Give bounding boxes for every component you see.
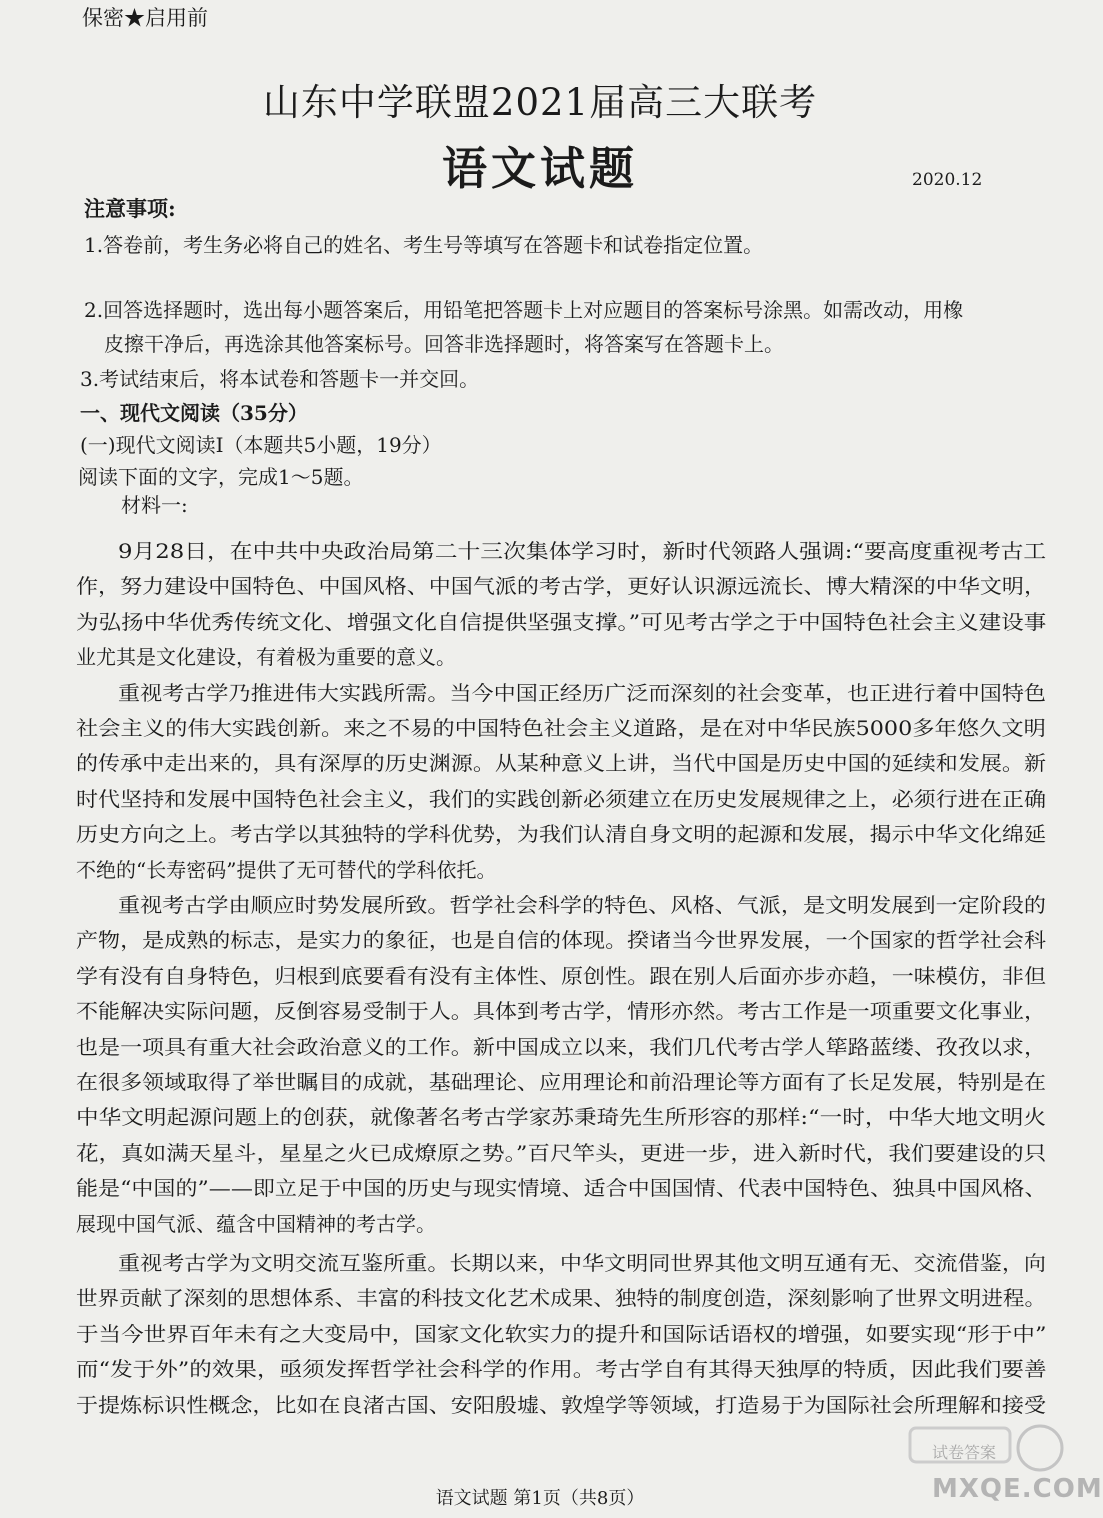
section-subtitle: (一)现代文阅读Ⅰ（本题共5小题，19分） [80,433,442,457]
passage-line: 能是“中国的”——即立足于中国的历史与现实情境、适合中国国情、代表中国特色、独具中国风格、 [76,1176,1047,1200]
page-footer: 语文试题 第1页（共8页） [435,1488,645,1509]
passage-line: 作，努力建设中国特色、中国风格、中国气派的考古学，更好认识源远流长、博大精深的中华文明， [76,574,1047,598]
section-title: 一、现代文阅读（35分） [80,401,308,425]
material-label: 材料一: [121,493,188,517]
passage-line: 业尤其是文化建设，有着极为重要的意义。 [76,645,456,669]
exam-subtitle: 语文试题 [441,142,638,195]
passage-line: 重视考古学为文明交流互鉴所重。长期以来，中华文明同世界其他文明互通有无、交流借鉴，向 [118,1251,1047,1275]
passage-line: 为弘扬中华优秀传统文化、增强文化自信提供坚强支撑。”可见考古学之于中国特色社会主义建设事 [76,610,1047,634]
passage-line: 于提炼标识性概念，比如在良渚古国、安阳殷墟、敦煌学等领域，打造易于为国际社会所理解和接受 [76,1393,1047,1417]
notice-item-3: 3.考试结束后，将本试卷和答题卡一并交回。 [80,367,480,391]
passage-line: 重视考古学由顺应时势发展所致。哲学社会科学的特色、风格、气派，是文明发展到一定阶段的 [118,893,1047,917]
passage-line: 的传承中走出来的，具有深厚的历史渊源。从某种意义上讲，当代中国是历史中国的延续和发展。新 [76,751,1047,775]
passage-line: 也是一项具有重大社会政治意义的工作。新中国成立以来，我们几代考古学人筚路蓝缕、孜孜以求， [76,1035,1047,1059]
passage-line: 学有没有自身特色，归根到底要看有没有主体性、原创性。跟在别人后面亦步亦趋，一味模仿，非但 [76,964,1047,988]
passage-line: 不能解决实际问题，反倒容易受制于人。具体到考古学，情形亦然。考古工作是一项重要文化事业， [76,999,1047,1023]
passage-line: 在很多领域取得了举世瞩目的成就，基础理论、应用理论和前沿理论等方面有了长足发展，特别是在 [76,1070,1047,1094]
notice-item-2-line-1: 2.回答选择题时，选出每小题答案后，用铅笔把答题卡上对应题目的答案标号涂黑。如需改动，用橡 [84,298,964,322]
confidential-label: 保密★启用前 [82,6,208,30]
passage-line: 历史方向之上。考古学以其独特的学科优势，为我们认清自身文明的起源和发展，揭示中华文化绵延 [76,822,1047,846]
passage-line: 时代坚持和发展中国特色社会主义，我们的实践创新必须建立在历史发展规律之上，必须行进在正确 [76,787,1047,811]
passage-line: 世界贡献了深刻的思想体系、丰富的科技文化艺术成果、独特的制度创造，深刻影响了世界文明进程。 [76,1286,1047,1310]
exam-title: 山东中学联盟2021届高三大联考 [262,81,818,124]
passage-line: 9月28日，在中共中央政治局第二十三次集体学习时，新时代领路人强调:“要高度重视考古工 [118,539,1047,563]
exam-date: 2020.12 [912,170,983,190]
passage-line: 社会主义的伟大实践创新。来之不易的中国特色社会主义道路，是在对中华民族5000多年悠久文明 [76,716,1046,740]
passage-line: 而“发于外”的效果，亟须发挥哲学社会科学的作用。考古学自有其得天独厚的特质，因此我们要善 [76,1357,1047,1381]
notice-heading: 注意事项: [84,196,176,221]
notice-item-2-line-2: 皮擦干净后，再选涂其他答案标号。回答非选择题时，将答案写在答题卡上。 [104,332,784,356]
watermark-text-cn: 试卷答案 [932,1443,997,1462]
notice-item-1: 1.答卷前，考生务必将自己的姓名、考生号等填写在答题卡和试卷指定位置。 [84,233,764,257]
passage-line: 产物，是成熟的标志，是实力的象征，也是自信的体现。揆诸当今世界发展，一个国家的哲学社会科 [76,928,1047,952]
passage-line: 中华文明起源问题上的创获，就像著名考古学家苏秉琦先生所形容的那样:“一时，中华大地文明火 [76,1105,1047,1129]
passage-line: 于当今世界百年未有之大变局中，国家文化软实力的提升和国际话语权的增强，如要实现“形于中” [76,1322,1047,1346]
passage-line: 重视考古学乃推进伟大实践所需。当今中国正经历广泛而深刻的社会变革，也正进行着中国特色 [118,681,1047,705]
passage-line: 不绝的“长寿密码”提供了无可替代的学科依托。 [76,858,497,882]
passage-line: 花，真如满天星斗，星星之火已成燎原之势。”百尺竿头，更进一步，进入新时代，我们要建设的只 [76,1141,1047,1165]
passage-line: 展现中国气派、蕴含中国精神的考古学。 [76,1212,436,1236]
watermark-text-url: MXQE.COM [932,1474,1103,1504]
reading-instruction: 阅读下面的文字，完成1～5题。 [78,465,364,489]
